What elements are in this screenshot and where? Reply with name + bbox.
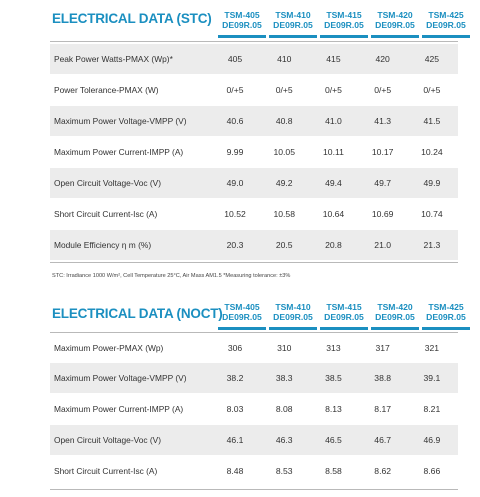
table-row xyxy=(50,363,458,393)
cell-value: 10.64 xyxy=(322,209,345,219)
cell-value: 38.2 xyxy=(226,373,244,383)
model-header: TSM-415 DE09R.05 xyxy=(320,300,368,330)
cell-value: 415 xyxy=(326,54,341,64)
cell-value: 49.2 xyxy=(275,178,293,188)
cell-value: 49.7 xyxy=(374,178,392,188)
cell-value: 10.24 xyxy=(421,147,443,157)
stc-table xyxy=(50,8,466,263)
row-label: Power Tolerance-PMAX (W) xyxy=(54,85,159,95)
cell-value: 313 xyxy=(326,343,341,353)
cell-value: 8.58 xyxy=(325,466,342,476)
noct-table xyxy=(50,300,466,496)
cell-value: 310 xyxy=(277,343,292,353)
model-header: TSM-420 DE09R.05 xyxy=(371,8,419,38)
row-label: Module Efficiency η m (%) xyxy=(54,240,152,250)
divider xyxy=(50,41,458,42)
table-row xyxy=(50,198,458,230)
row-label: Maximum Power-PMAX (Wp) xyxy=(54,343,164,353)
table-row xyxy=(50,74,458,106)
cell-value: 0/+5 xyxy=(324,85,342,95)
model-header: TSM-425 DE09R.05 xyxy=(422,300,470,330)
cell-value: 41.5 xyxy=(423,116,441,126)
cell-value: 38.8 xyxy=(374,373,392,383)
cell-value: 10.58 xyxy=(273,209,295,219)
divider xyxy=(50,262,458,263)
cell-value: 420 xyxy=(375,54,390,64)
cell-value: 0/+5 xyxy=(226,85,244,95)
cell-value: 0/+5 xyxy=(423,85,441,95)
cell-value: 9.99 xyxy=(226,147,244,157)
table-row xyxy=(50,425,458,455)
model-header: TSM-420 DE09R.05 xyxy=(371,300,419,330)
cell-value: 49.4 xyxy=(325,178,342,188)
noct-title: ELECTRICAL DATA (NOCT) xyxy=(52,306,223,321)
stc-footnote: STC: Irradiance 1000 W/m², Cell Temperature 25°C, Air Mass AM1.5 *Measuring tolerance: ±3% xyxy=(52,273,291,279)
stc-title: ELECTRICAL DATA (STC) xyxy=(52,11,212,26)
cell-value: 321 xyxy=(424,343,440,353)
cell-value: 21.3 xyxy=(423,240,441,250)
table-row xyxy=(50,333,458,363)
row-label: Open Circuit Voltage-Voc (V) xyxy=(54,178,162,188)
cell-value: 8.08 xyxy=(275,404,293,414)
row-label: Maximum Power Current-IMPP (A) xyxy=(54,404,184,414)
cell-value: 40.6 xyxy=(226,116,244,126)
cell-value: 21.0 xyxy=(374,240,392,250)
table-row xyxy=(50,393,458,425)
cell-value: 46.3 xyxy=(275,435,293,445)
table-row xyxy=(50,136,458,168)
table-row xyxy=(50,44,458,74)
row-label: Maximum Power Current-IMPP (A) xyxy=(54,147,184,157)
cell-value: 8.17 xyxy=(374,404,392,414)
cell-value: 10.52 xyxy=(224,209,246,219)
cell-value: 46.5 xyxy=(325,435,342,445)
cell-value: 20.8 xyxy=(325,240,342,250)
row-label: Maximum Power Voltage-VMPP (V) xyxy=(54,116,187,126)
model-header: TSM-410 DE09R.05 xyxy=(269,300,317,330)
cell-value: 20.5 xyxy=(275,240,293,250)
cell-value: 0/+5 xyxy=(374,85,392,95)
cell-value: 49.9 xyxy=(423,178,441,188)
cell-value: 20.3 xyxy=(226,240,244,250)
cell-value: 8.03 xyxy=(226,404,244,414)
cell-value: 10.11 xyxy=(323,147,344,157)
table-row xyxy=(50,168,458,198)
model-header: TSM-410 DE09R.05 xyxy=(269,8,317,38)
cell-value: 8.66 xyxy=(423,466,441,476)
table-row xyxy=(50,106,458,136)
cell-value: 41.0 xyxy=(325,116,342,126)
cell-value: 425 xyxy=(424,54,440,64)
table-row xyxy=(50,230,458,260)
cell-value: 40.8 xyxy=(275,116,293,126)
table-row xyxy=(50,455,458,487)
cell-value: 410 xyxy=(277,54,292,64)
cell-value: 38.3 xyxy=(275,373,293,383)
cell-value: 46.9 xyxy=(423,435,441,445)
row-label: Maximum Power Voltage-VMPP (V) xyxy=(54,373,187,383)
cell-value: 41.3 xyxy=(374,116,392,126)
cell-value: 8.48 xyxy=(226,466,244,476)
cell-value: 10.17 xyxy=(371,147,394,157)
row-label: Open Circuit Voltage-Voc (V) xyxy=(54,435,162,445)
cell-value: 8.53 xyxy=(275,466,293,476)
row-label: Short Circuit Current-Isc (A) xyxy=(54,209,158,219)
row-label: Short Circuit Current-Isc (A) xyxy=(54,466,158,476)
model-header: TSM-415 DE09R.05 xyxy=(320,8,368,38)
cell-value: 306 xyxy=(227,343,243,353)
cell-value: 0/+5 xyxy=(275,85,293,95)
cell-value: 39.1 xyxy=(423,373,441,383)
cell-value: 8.21 xyxy=(423,404,441,414)
model-header: TSM-425 DE09R.05 xyxy=(422,8,470,38)
row-label: Peak Power Watts-PMAX (Wp)* xyxy=(54,54,173,64)
cell-value: 405 xyxy=(227,54,243,64)
cell-value: 10.74 xyxy=(421,209,443,219)
cell-value: 8.13 xyxy=(325,404,342,414)
cell-value: 10.69 xyxy=(371,209,394,219)
noct-header xyxy=(50,300,466,332)
noct-model-headers xyxy=(218,300,473,330)
model-header: TSM-405 DE09R.05 xyxy=(218,300,266,330)
cell-value: 10.05 xyxy=(273,147,295,157)
cell-value: 38.5 xyxy=(325,373,342,383)
cell-value: 49.0 xyxy=(226,178,244,188)
stc-model-headers xyxy=(218,8,473,38)
cell-value: 46.7 xyxy=(374,435,392,445)
cell-value: 8.62 xyxy=(374,466,392,476)
model-header: TSM-405 DE09R.05 xyxy=(218,8,266,38)
stc-header xyxy=(50,8,466,40)
cell-value: 317 xyxy=(375,343,390,353)
divider xyxy=(50,489,458,490)
cell-value: 46.1 xyxy=(226,435,244,445)
